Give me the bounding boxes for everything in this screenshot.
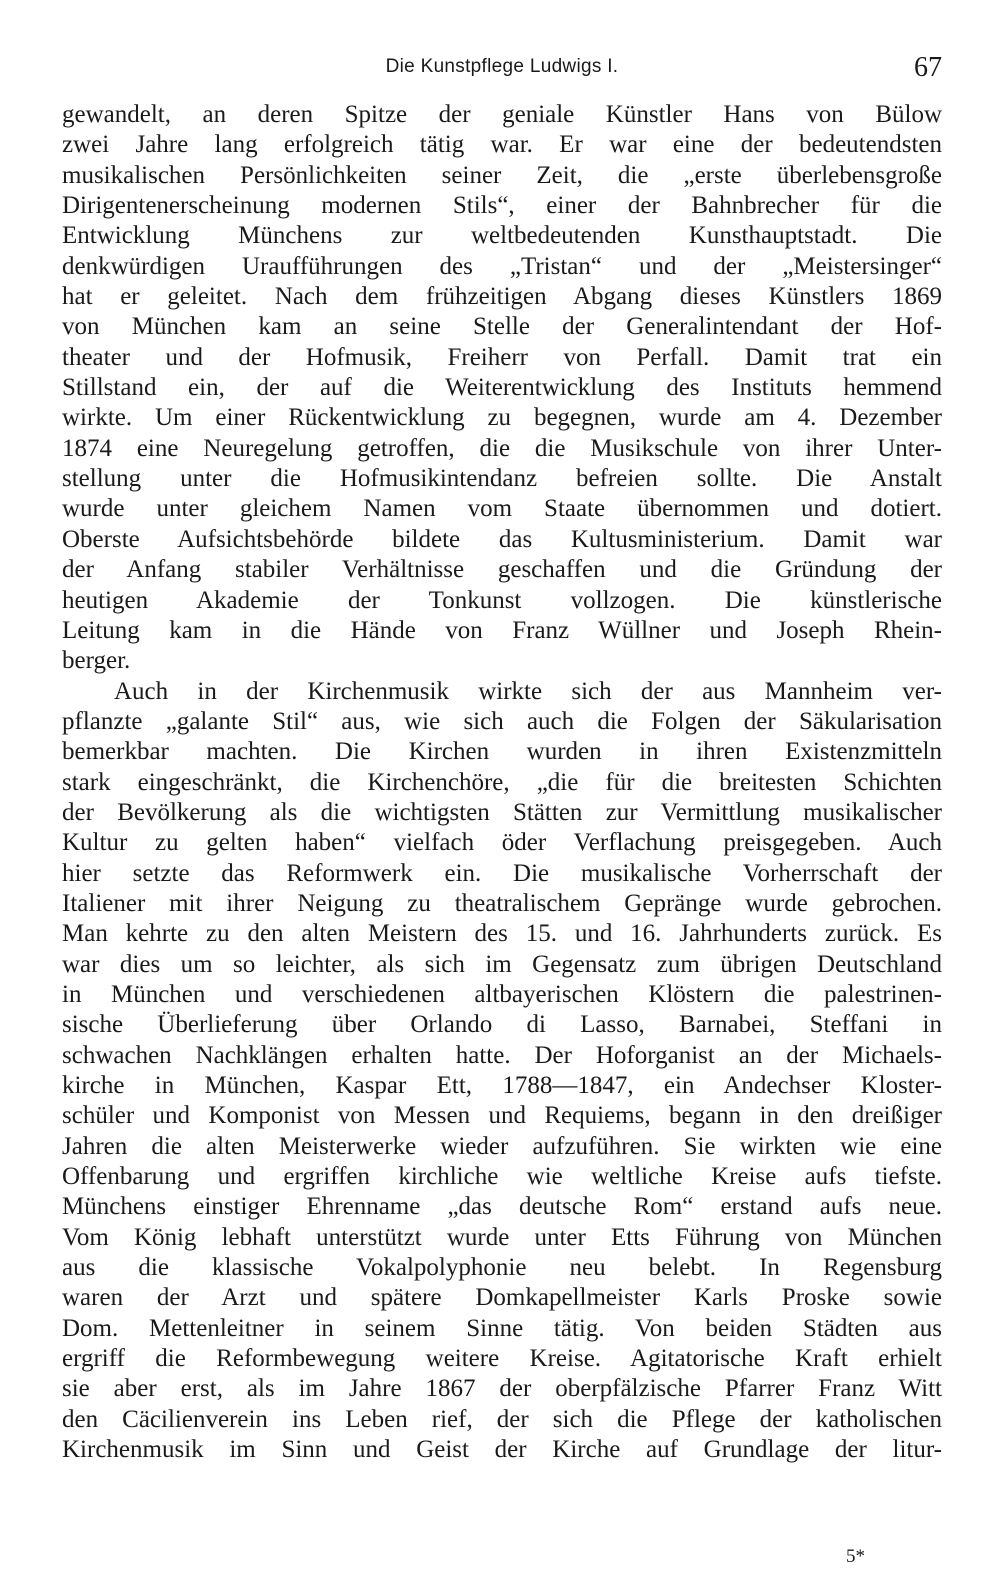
text-line: Stillstand ein, der auf die Weiterentwicklung des Instituts hemmend	[62, 374, 942, 402]
text-line: der Bevölkerung als die wichtigsten Stätten zur Vermittlung musikalischer	[62, 798, 942, 826]
text-line: Leitung kam in die Hände von Franz Wüllner und Joseph Rhein-	[62, 616, 942, 644]
text-line: schwachen Nachklängen erhalten hatte. Der Hoforganist an der Michaels-	[62, 1041, 942, 1069]
running-head	[62, 52, 942, 86]
text-line: Auch in der Kirchenmusik wirkte sich der aus Mannheim ver-	[114, 677, 942, 705]
text-line: 1874 eine Neuregelung getroffen, die die Musikschule von ihrer Unter-	[62, 434, 942, 462]
text-line: Offenbarung und ergriffen kirchliche wie weltliche Kreise aufs tiefste.	[62, 1163, 942, 1191]
signature-mark: 5*	[846, 1546, 865, 1567]
body-text	[62, 100, 942, 1465]
text-line: sie aber erst, als im Jahre 1867 der oberpfälzische Pfarrer Franz Witt	[62, 1375, 942, 1403]
text-line: Kultur zu gelten haben“ vielfach öder Verflachung preisgegeben. Auch	[62, 829, 942, 857]
page-number: 67	[914, 52, 942, 83]
text-line: heutigen Akademie der Tonkunst vollzogen. Die künstlerische	[62, 586, 942, 614]
text-line: wirkte. Um einer Rückentwicklung zu begegnen, wurde am 4. Dezember	[62, 404, 942, 432]
text-line: theater und der Hofmusik, Freiherr von Perfall. Damit trat ein	[62, 343, 942, 371]
text-line: den Cäcilienverein ins Leben rief, der sich die Pflege der katholischen	[62, 1405, 942, 1433]
text-line: stellung unter die Hofmusikintendanz befreien sollte. Die Anstalt	[62, 465, 942, 493]
text-line: Oberste Aufsichtsbehörde bildete das Kultusministerium. Damit war	[62, 525, 942, 553]
text-line: denkwürdigen Uraufführungen des „Tristan“ und der „Meistersinger“	[62, 252, 942, 280]
text-line: hier setzte das Reformwerk ein. Die musikalische Vorherrschaft der	[62, 859, 942, 887]
text-line: sische Überlieferung über Orlando di Lasso, Barnabei, Steffani in	[62, 1011, 942, 1039]
text-line: gewandelt, an deren Spitze der geniale Künstler Hans von Bülow	[62, 101, 942, 128]
text-line: pflanzte „galante Stil“ aus, wie sich auch die Folgen der Säkularisation	[62, 707, 942, 735]
running-title: Die Kunstpflege Ludwigs I.	[385, 56, 619, 77]
text-line: Man kehrte zu den alten Meistern des 15. und 16. Jahrhunderts zurück. Es	[62, 920, 942, 948]
text-line: war dies um so leichter, als sich im Gegensatz zum übrigen Deutschland	[62, 950, 942, 978]
text-line: bemerkbar machten. Die Kirchen wurden in ihren Existenzmitteln	[62, 738, 942, 766]
text-line: der Anfang stabiler Verhältnisse geschaffen und die Gründung der	[62, 556, 942, 584]
text-line: Italiener mit ihrer Neigung zu theatralischem Gepränge wurde gebrochen.	[62, 889, 942, 917]
text-line: aus die klassische Vokalpolyphonie neu belebt. In Regensburg	[62, 1254, 942, 1282]
text-line: berger.	[62, 647, 131, 675]
text-line: Dom. Mettenleitner in seinem Sinne tätig. Von beiden Städten aus	[62, 1314, 942, 1342]
text-line: ergriff die Reformbewegung weitere Kreise. Agitatorische Kraft erhielt	[62, 1345, 942, 1373]
text-line: von München kam an seine Stelle der Generalintendant der Hof-	[62, 313, 942, 341]
text-line: Jahren die alten Meisterwerke wieder aufzuführen. Sie wirkten wie eine	[62, 1132, 942, 1160]
text-line: Kirchenmusik im Sinn und Geist der Kirche auf Grundlage der litur-	[62, 1436, 942, 1464]
text-line: in München und verschiedenen altbayerischen Klöstern die palestrinen-	[62, 980, 942, 1008]
text-line: kirche in München, Kaspar Ett, 1788—1847, ein Andechser Kloster-	[62, 1072, 942, 1099]
text-line: stark eingeschränkt, die Kirchenchöre, „die für die breitesten Schichten	[62, 768, 942, 796]
text-line: musikalischen Persönlichkeiten seiner Zeit, die „erste überlebensgroße	[62, 161, 942, 189]
text-line: Münchens einstiger Ehrenname „das deutsche Rom“ erstand aufs neue.	[62, 1193, 942, 1221]
text-line: hat er geleitet. Nach dem frühzeitigen Abgang dieses Künstlers 1869	[62, 283, 942, 311]
text-line: wurde unter gleichem Namen vom Staate übernommen und dotiert.	[62, 495, 942, 523]
text-line: Dirigentenerscheinung modernen Stils“, einer der Bahnbrecher für die	[62, 192, 942, 220]
text-line: schüler und Komponist von Messen und Requiems, begann in den dreißiger	[62, 1102, 942, 1130]
text-line: Vom König lebhaft unterstützt wurde unter Etts Führung von München	[62, 1223, 942, 1251]
text-line: Entwicklung Münchens zur weltbedeutenden Kunsthauptstadt. Die	[62, 222, 942, 250]
text-line: waren der Arzt und spätere Domkapellmeister Karls Proske sowie	[62, 1284, 942, 1312]
text-line: zwei Jahre lang erfolgreich tätig war. Er war eine der bedeutendsten	[62, 131, 942, 159]
